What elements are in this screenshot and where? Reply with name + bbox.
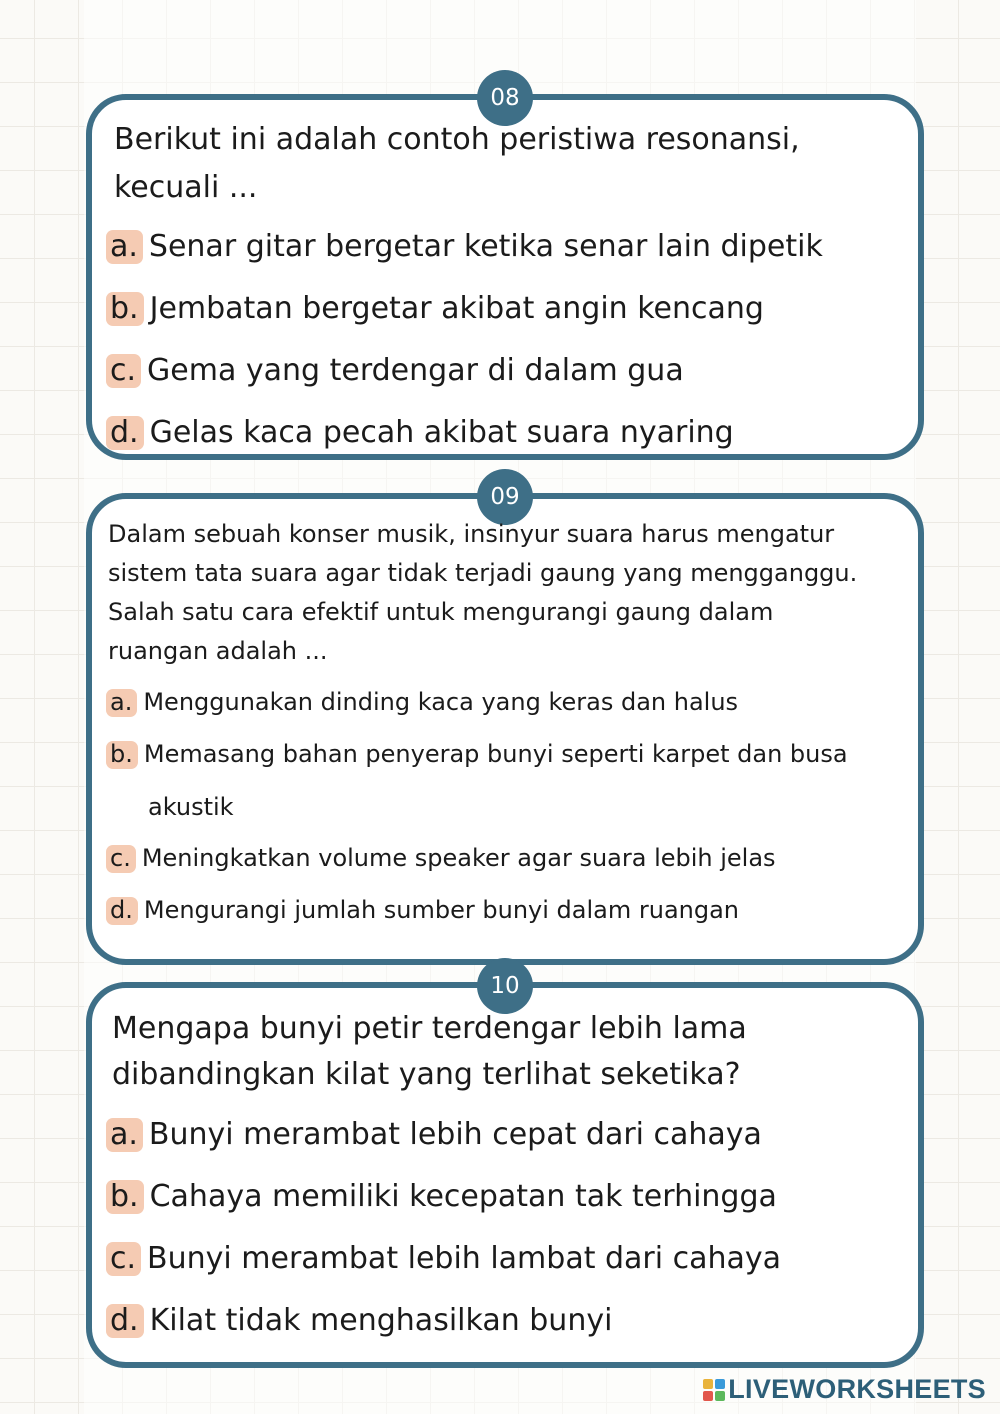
- question-line: ruangan adalah ...: [108, 637, 328, 665]
- question-number-badge: 10: [477, 958, 533, 1014]
- liveworksheets-logo[interactable]: [703, 1374, 986, 1405]
- option-c[interactable]: [106, 340, 908, 402]
- option-b-continuation[interactable]: akustik: [148, 793, 234, 821]
- option-text: Bunyi merambat lebih cepat dari cahaya: [148, 1116, 762, 1152]
- option-text: Senar gitar bergetar ketika senar lain dipetik: [148, 228, 823, 264]
- option-letter: c.: [106, 354, 141, 389]
- option-text: Menggunakan dinding kaca yang keras dan halus: [143, 688, 739, 717]
- liveworksheets-logo-icon: [703, 1379, 725, 1401]
- option-letter: a.: [106, 1118, 143, 1153]
- option-text: Cahaya memiliki kecepatan tak terhingga: [149, 1178, 777, 1214]
- option-d[interactable]: [106, 885, 908, 937]
- question-text: [114, 116, 908, 212]
- option-d[interactable]: [106, 1290, 908, 1352]
- question-card-08: [86, 85, 924, 460]
- option-b[interactable]: [106, 1166, 908, 1228]
- question-line: Berikut ini adalah contoh peristiwa resonansi,: [114, 122, 800, 157]
- option-letter: a.: [106, 689, 137, 717]
- question-line: sistem tata suara agar tidak terjadi gaung yang mengganggu.: [108, 559, 858, 587]
- brand-text: LIVEWORKSHEETS: [728, 1374, 986, 1404]
- option-text: Gema yang terdengar di dalam gua: [147, 352, 684, 388]
- question-text: [108, 515, 908, 671]
- option-a[interactable]: [106, 1104, 908, 1166]
- option-letter: d.: [106, 897, 138, 925]
- option-text: Bunyi merambat lebih lambat dari cahaya: [147, 1240, 782, 1276]
- option-text: Kilat tidak menghasilkan bunyi: [149, 1302, 613, 1338]
- option-text: Mengurangi jumlah sumber bunyi dalam ruangan: [143, 896, 740, 925]
- question-line: dibandingkan kilat yang terlihat seketika?: [112, 1057, 741, 1092]
- option-a[interactable]: [106, 677, 908, 729]
- option-letter: d.: [106, 1304, 144, 1339]
- question-number-badge: 08: [477, 70, 533, 126]
- option-text: Jembatan bergetar akibat angin kencang: [149, 290, 764, 326]
- question-card-09: [86, 484, 924, 965]
- option-letter: c.: [106, 1242, 141, 1277]
- option-letter: b.: [106, 1180, 144, 1215]
- option-c[interactable]: [106, 1228, 908, 1290]
- question-line: Dalam sebuah konser musik, insinyur suara harus mengatur: [108, 520, 835, 548]
- question-line: Mengapa bunyi petir terdengar lebih lama: [112, 1011, 747, 1046]
- option-letter: c.: [106, 845, 136, 873]
- option-a[interactable]: [106, 216, 908, 278]
- question-line: Salah satu cara efektif untuk mengurangi gaung dalam: [108, 598, 774, 626]
- option-b[interactable]: [106, 729, 908, 781]
- option-d[interactable]: [106, 402, 908, 464]
- option-text: Gelas kaca pecah akibat suara nyaring: [149, 414, 734, 450]
- question-line: kecuali ...: [114, 170, 258, 205]
- option-text: Meningkatkan volume speaker agar suara lebih jelas: [141, 844, 776, 873]
- option-letter: a.: [106, 230, 143, 265]
- option-b[interactable]: [106, 278, 908, 340]
- option-letter: b.: [106, 741, 138, 769]
- question-number-badge: 09: [477, 469, 533, 525]
- option-c[interactable]: [106, 833, 908, 885]
- option-text: Memasang bahan penyerap bunyi seperti karpet dan busa: [143, 740, 848, 769]
- option-letter: d.: [106, 416, 144, 451]
- option-letter: b.: [106, 292, 144, 327]
- question-text: [112, 1006, 908, 1098]
- question-card-10: [86, 973, 924, 1368]
